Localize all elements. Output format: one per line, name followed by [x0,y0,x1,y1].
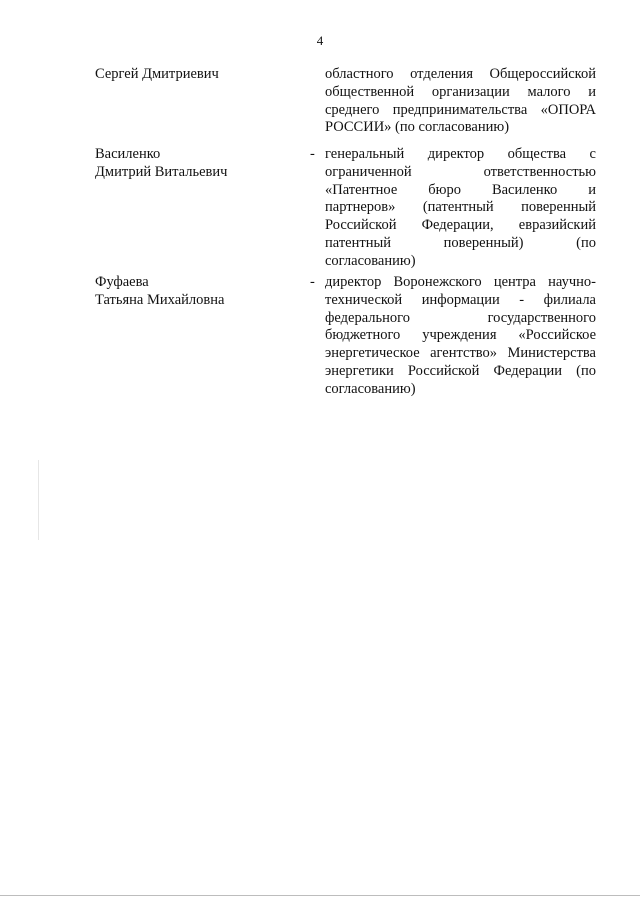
member-name-line: Сергей Дмитриевич [95,66,219,82]
member-name-line: Татьяна Михайловна [95,291,225,308]
separator-dash: - [310,146,315,162]
description-line: энергетическое агентство» Министерства [325,345,596,362]
scan-edge-mark [38,460,39,540]
member-description [325,274,596,399]
description-line: бюджетного учреждения «Российское [325,327,596,344]
description-line: «Патентное бюро Василенко и [325,181,596,198]
member-name [95,274,295,310]
description-line: генеральный директор общества с [325,146,596,162]
description-line: общественной организации малого и [325,83,596,100]
description-line: согласованию) [325,380,416,397]
member-name-line: Василенко [95,146,161,162]
member-name [95,66,295,84]
description-line: партнеров» (патентный поверенный [325,199,596,216]
description-line: РОССИИ» (по согласованию) [325,119,510,136]
description-line: федерального государственного [325,309,596,326]
description-line: патентный поверенный) (по [325,234,596,251]
member-description [325,146,596,271]
separator-dash: - [310,274,315,290]
description-line: согласованию) [325,252,416,269]
description-line: областного отделения Общероссийской [325,66,596,82]
member-name-line: Дмитрий Витальевич [95,163,228,180]
member-name-line: Фуфаева [95,274,149,290]
description-line: среднего предпринимательства «ОПОРА [325,101,596,118]
description-line: директор Воронежского центра научно- [325,274,596,290]
description-line: ограниченной ответственностью [325,163,596,180]
description-line: технической информации - филиала [325,291,596,308]
page-number: 4 [316,33,324,48]
description-line: энергетики Российской Федерации (по [325,362,596,379]
scan-bottom-edge [0,895,640,896]
member-description [325,66,596,137]
description-line: Российской Федерации, евразийский [325,217,596,234]
member-name [95,146,295,182]
